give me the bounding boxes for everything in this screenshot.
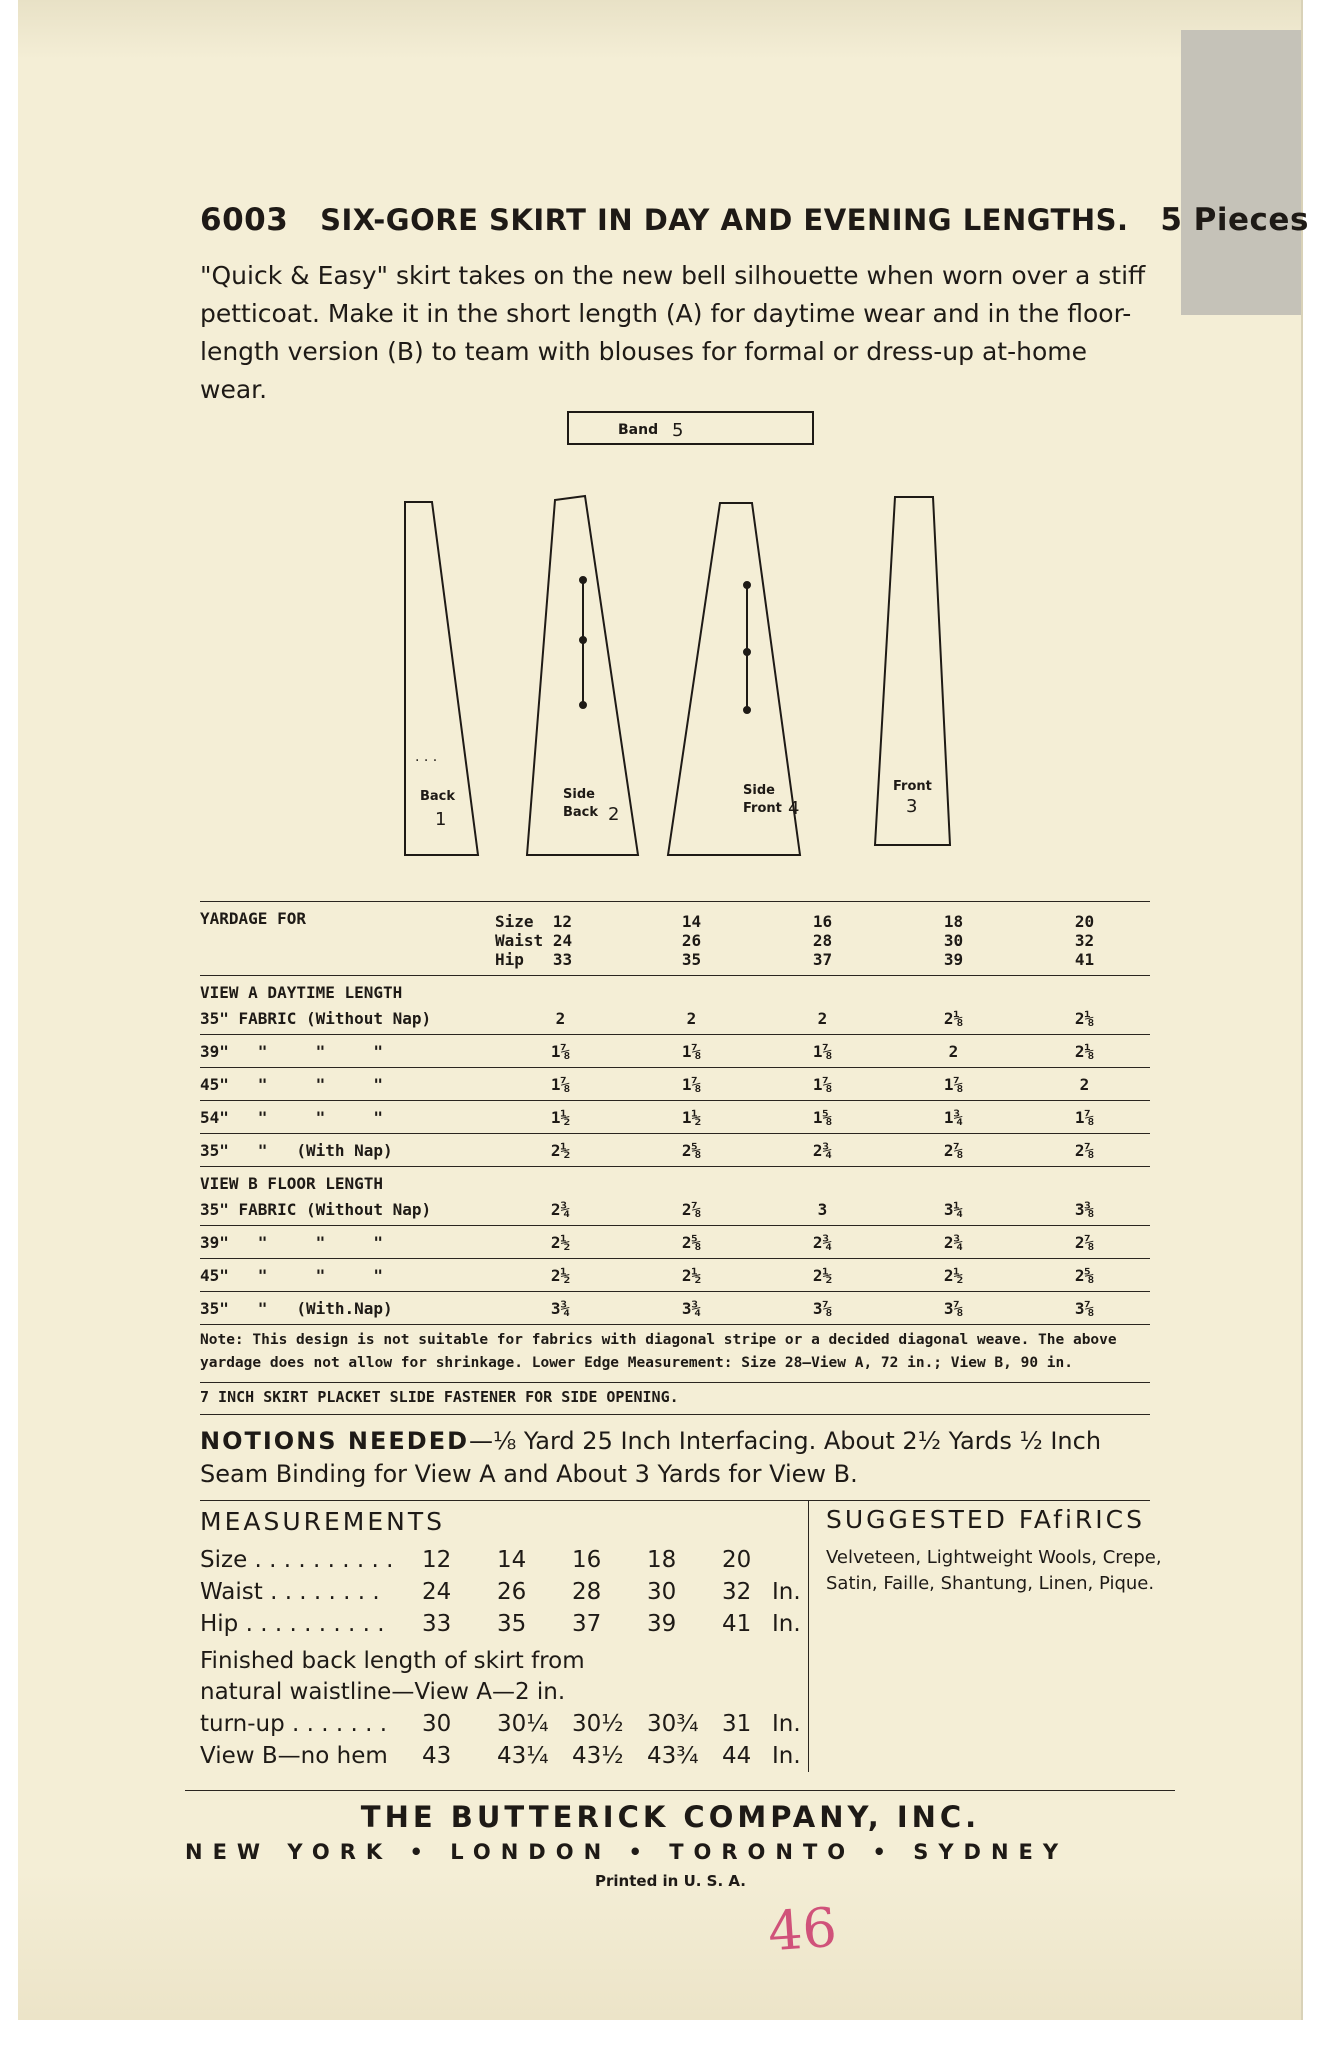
yardage-value: 3	[757, 1193, 888, 1226]
yardage-note: Note: This design is not suitable for fabrics with diagonal stripe or a decided diagonal weave. The above yardage does not allow for shrinkage. Lower Edge Measurement: Size 28—View A, 72 in.; View B, 90 in.	[200, 1332, 1117, 1371]
measurement-value: 14	[497, 1547, 527, 1573]
yardage-value: 1⅝	[757, 1101, 888, 1134]
notions-text: —⅛ Yard 25 Inch Interfacing. About 2½ Yards ½ Inch Seam Binding for View A and About 3 Yards for View B.	[200, 1427, 1102, 1488]
pieces-count: 5 Pieces	[1160, 202, 1309, 238]
measurement-value: 30¾	[647, 1711, 699, 1737]
finished-length	[200, 1646, 585, 1708]
yardage-value: 2	[757, 1002, 888, 1035]
company-cities: NEW YORK • LONDON • TORONTO • SYDNEY	[185, 1840, 1069, 1864]
city-new-york: NEW YORK	[185, 1840, 393, 1864]
yardage-value: 3¾	[495, 1292, 626, 1325]
fabric-width-label: 39" " " "	[200, 1226, 495, 1259]
suggested-fabrics-text: Velveteen, Lightweight Wools, Crepe, Satin, Faille, Shantung, Linen, Pique.	[826, 1547, 1162, 1594]
back-number: 1	[435, 809, 447, 830]
yardage-value: 2¾	[495, 1193, 626, 1226]
yardage-value: 2	[1019, 1068, 1150, 1101]
measurement-unit: In.	[772, 1579, 801, 1605]
side-front-label-1: Side	[743, 783, 775, 798]
measurement-label: turn-up . . . . . . .	[200, 1711, 388, 1737]
view-b-heading-row	[200, 1167, 1150, 1194]
yardage-value: 2½	[495, 1226, 626, 1259]
measurement-value: 44	[722, 1743, 752, 1769]
view-b-rows	[200, 1193, 1150, 1325]
yardage-value: 1⅞	[888, 1068, 1019, 1101]
yardage-value: 2½	[888, 1259, 1019, 1292]
yardage-row	[200, 1002, 1150, 1035]
svg-text:· · ·: · · ·	[415, 753, 438, 769]
measurement-value: 37	[572, 1611, 602, 1637]
band-number: 5	[672, 420, 684, 441]
size-label: Size	[495, 911, 534, 931]
side-back-label-1: Side	[563, 787, 595, 802]
measurement-value: 43	[422, 1743, 452, 1769]
fabric-width-label: 45" " " "	[200, 1068, 495, 1101]
yardage-value: 2⅞	[626, 1193, 757, 1226]
hip-label: Hip	[495, 949, 524, 969]
yardage-row	[200, 1068, 1150, 1101]
view-b-heading: VIEW B FLOOR LENGTH	[200, 1174, 384, 1193]
measurement-value: 30¼	[497, 1711, 549, 1737]
measurement-value: 43¼	[497, 1743, 549, 1769]
measurement-value: 41	[722, 1611, 752, 1637]
yardage-row	[200, 1292, 1150, 1325]
measurement-row	[200, 1740, 812, 1772]
side-front-number: 4	[788, 798, 800, 819]
measurement-value: 26	[497, 1579, 527, 1605]
pattern-title	[200, 202, 1309, 238]
notions-needed	[200, 1425, 1160, 1491]
yardage-row	[200, 1101, 1150, 1134]
yardage-row	[200, 1193, 1150, 1226]
price-stamp: 46	[765, 1895, 839, 1964]
measurement-value: 43½	[572, 1743, 624, 1769]
yardage-table	[200, 905, 1150, 1325]
yardage-value: 2	[626, 1002, 757, 1035]
side-back-piece	[527, 496, 638, 855]
measurement-row	[200, 1544, 812, 1576]
yardage-value: 2⅛	[1019, 1002, 1150, 1035]
front-label: Front	[893, 779, 932, 794]
yardage-header-row: YARDAGE FOR Size 12 Waist 24 Hip 33 14 26 35 16 28 37 18 30 39 20 32 41	[200, 905, 1150, 976]
yardage-value: 2¾	[757, 1134, 888, 1167]
measurement-row	[200, 1708, 812, 1740]
measurement-value: 20	[722, 1547, 752, 1573]
measurement-value: 43¾	[647, 1743, 699, 1769]
yardage-value: 2½	[495, 1134, 626, 1167]
view-a-heading: VIEW A DAYTIME LENGTH	[200, 983, 403, 1002]
yardage-value: 2⅝	[626, 1134, 757, 1167]
yardage-value: 2½	[626, 1259, 757, 1292]
yardage-value: 2¾	[888, 1226, 1019, 1259]
yardage-value: 1⅞	[495, 1068, 626, 1101]
pattern-number: 6003	[200, 202, 289, 238]
measurements-table	[200, 1544, 812, 1640]
yardage-value: 2⅛	[1019, 1035, 1150, 1068]
measurement-value: 39	[647, 1611, 677, 1637]
side-front-piece	[668, 503, 800, 855]
placket-rule	[200, 1414, 1150, 1415]
length-table	[200, 1708, 812, 1772]
yardage-value: 2¾	[757, 1226, 888, 1259]
finished-line-1: Finished back length of skirt from	[200, 1648, 585, 1674]
measurements-top-rule	[200, 1500, 1150, 1501]
envelope-tab	[1181, 30, 1301, 315]
back-piece	[405, 502, 478, 855]
side-front-label-2: Front	[743, 801, 782, 816]
printed-in: Printed in U. S. A.	[595, 1872, 746, 1890]
suggested-fabrics-heading: SUGGESTED FAfiRICS	[826, 1505, 1145, 1534]
notions-heading: NOTIONS NEEDED	[200, 1427, 470, 1455]
measurement-value: 16	[572, 1547, 602, 1573]
measurement-label: Hip . . . . . . . . . .	[200, 1611, 385, 1637]
note-rule	[200, 1382, 1150, 1383]
yardage-value: 2⅞	[888, 1134, 1019, 1167]
side-back-label-2: Back	[563, 805, 599, 820]
envelope-flap	[18, 0, 1301, 60]
city-london: LONDON	[450, 1840, 612, 1864]
city-sydney: SYDNEY	[913, 1840, 1069, 1864]
band-label: Band	[618, 422, 659, 438]
yardage-value: 2	[495, 1002, 626, 1035]
yardage-value: 1⅞	[626, 1035, 757, 1068]
city-toronto: TORONTO	[669, 1840, 856, 1864]
measurement-unit: In.	[772, 1611, 801, 1637]
measurement-value: 35	[497, 1611, 527, 1637]
fabric-width-label: 35" FABRIC (Without Nap)	[200, 1193, 495, 1226]
yardage-value: 2⅛	[888, 1002, 1019, 1035]
fabric-width-label: 45" " " "	[200, 1259, 495, 1292]
yardage-value: 1½	[626, 1101, 757, 1134]
yardage-value: 3⅞	[757, 1292, 888, 1325]
measurement-value: 30	[422, 1711, 452, 1737]
view-a-heading-row	[200, 976, 1150, 1003]
pattern-pieces-diagram	[380, 400, 1000, 860]
yardage-top-rule	[200, 901, 1150, 902]
yardage-value: 1⅞	[626, 1068, 757, 1101]
fabric-width-label: 35" FABRIC (Without Nap)	[200, 1002, 495, 1035]
yardage-value: 3¾	[626, 1292, 757, 1325]
yardage-row	[200, 1035, 1150, 1068]
yardage-value: 1¾	[888, 1101, 1019, 1134]
fabric-width-label: 35" " (With Nap)	[200, 1134, 495, 1167]
measurement-label: View B—no hem	[200, 1743, 388, 1769]
yardage-value: 2⅞	[1019, 1226, 1150, 1259]
measurement-unit: In.	[772, 1711, 801, 1737]
fabric-width-label: 54" " " "	[200, 1101, 495, 1134]
yardage-value: 3⅞	[1019, 1292, 1150, 1325]
back-label: Back	[420, 789, 456, 804]
yardage-value: 2	[888, 1035, 1019, 1068]
yardage-value: 1⅞	[757, 1068, 888, 1101]
envelope-bottom	[18, 1870, 1301, 2020]
measurement-label: Waist . . . . . . . .	[200, 1579, 380, 1605]
yardage-value: 3⅜	[1019, 1193, 1150, 1226]
finished-line-2: natural waistline—View A—2 in.	[200, 1679, 566, 1705]
description: "Quick & Easy" skirt takes on the new bell silhouette when worn over a stiff petticoat. Make it in the short length (A) for daytime wear and in the floor-length version (B) to team with blouses for formal or dress-up at-home wear.	[200, 261, 1146, 404]
title-text: SIX-GORE SKIRT IN DAY AND EVENING LENGTHS.	[320, 203, 1129, 237]
measurement-value: 24	[422, 1579, 452, 1605]
measurement-row	[200, 1608, 812, 1640]
yardage-value: 1½	[495, 1101, 626, 1134]
measurement-value: 31	[722, 1711, 752, 1737]
yardage-heading: YARDAGE FOR	[200, 905, 495, 976]
yardage-value: 1⅞	[495, 1035, 626, 1068]
front-piece	[875, 497, 950, 845]
side-back-number: 2	[608, 804, 620, 825]
yardage-row	[200, 1226, 1150, 1259]
yardage-value: 2½	[495, 1259, 626, 1292]
yardage-value: 2½	[757, 1259, 888, 1292]
placket-note: 7 INCH SKIRT PLACKET SLIDE FASTENER FOR SIDE OPENING.	[200, 1388, 679, 1406]
measurement-value: 12	[422, 1547, 452, 1573]
measurement-value: 18	[647, 1547, 677, 1573]
measurement-row	[200, 1576, 812, 1608]
measurement-unit: In.	[772, 1743, 801, 1769]
view-a-rows	[200, 1002, 1150, 1167]
yardage-row	[200, 1259, 1150, 1292]
band-piece	[568, 412, 813, 444]
yardage-value: 2⅝	[1019, 1259, 1150, 1292]
yardage-value: 3¼	[888, 1193, 1019, 1226]
measurement-unit	[772, 1544, 812, 1576]
fabric-width-label: 35" " (With.Nap)	[200, 1292, 495, 1325]
measurement-value: 28	[572, 1579, 602, 1605]
yardage-value: 2⅝	[626, 1226, 757, 1259]
footer-rule	[185, 1790, 1175, 1791]
measurements-heading: MEASUREMENTS	[200, 1507, 446, 1536]
front-number: 3	[906, 796, 918, 817]
yardage-value: 2⅞	[1019, 1134, 1150, 1167]
yardage-value: 1⅞	[1019, 1101, 1150, 1134]
yardage-value: 3⅞	[888, 1292, 1019, 1325]
measurement-label: Size . . . . . . . . . .	[200, 1547, 394, 1573]
yardage-row	[200, 1134, 1150, 1167]
measurement-value: 30½	[572, 1711, 624, 1737]
measurement-value: 32	[722, 1579, 752, 1605]
measurement-value: 33	[422, 1611, 452, 1637]
yardage-value: 1⅞	[757, 1035, 888, 1068]
fabric-width-label: 39" " " "	[200, 1035, 495, 1068]
waist-label: Waist	[495, 930, 544, 950]
company-name: THE BUTTERICK COMPANY, INC.	[360, 1800, 981, 1834]
measurement-value: 30	[647, 1579, 677, 1605]
